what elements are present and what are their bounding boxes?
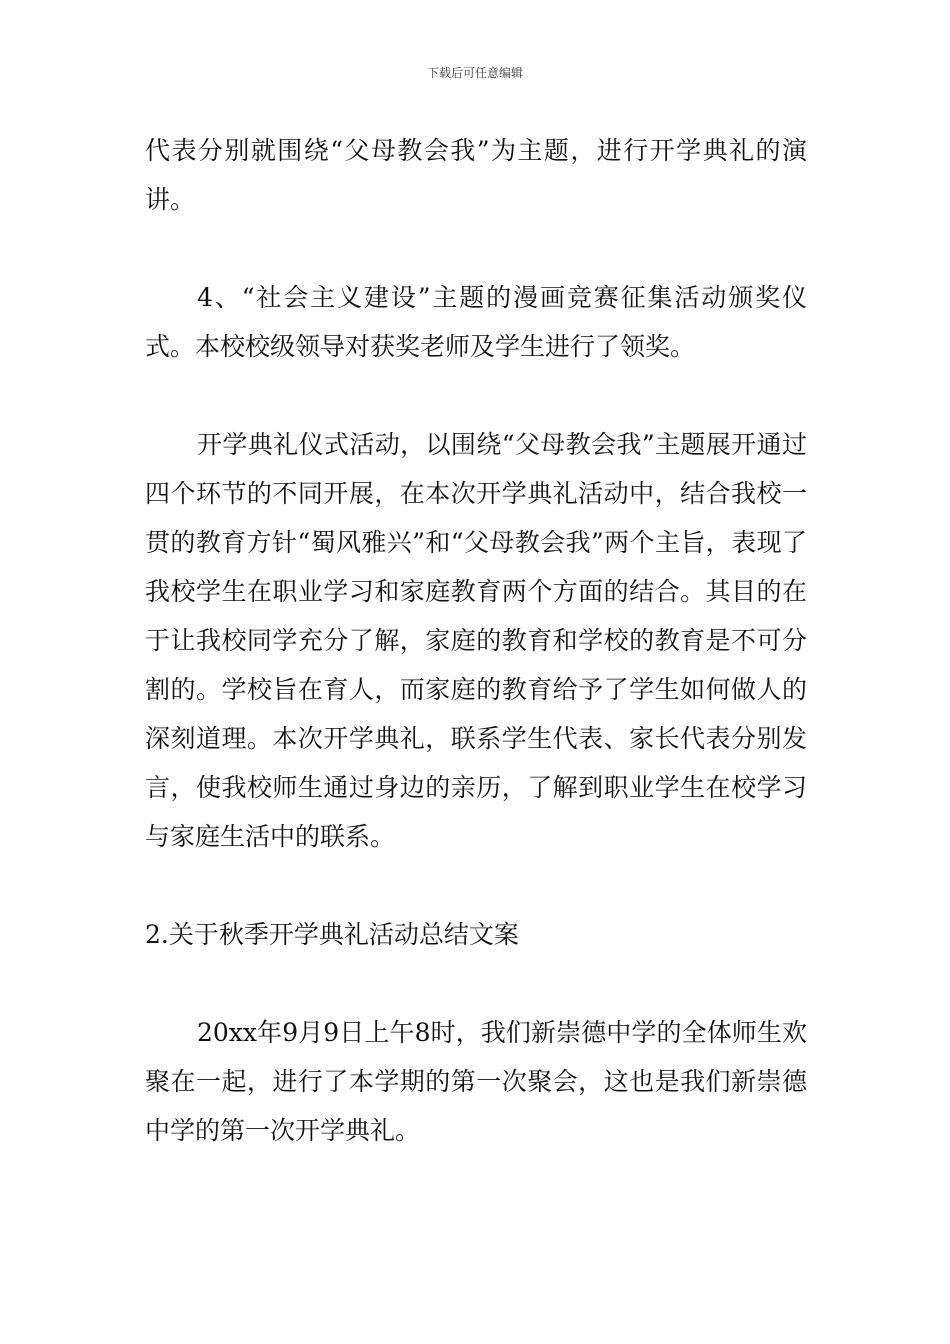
document-body — [145, 126, 807, 1155]
paragraph-item-4: 4、“社会主义建设”主题的漫画竞赛征集活动颁奖仪式。本校校级领导对获奖老师及学生进行了领奖。 — [145, 283, 807, 361]
section-heading: 2.关于秋季开学典礼活动总结文案 — [145, 920, 519, 949]
page-header-note: 下载后可任意编辑 — [426, 66, 523, 80]
paragraph-opening: 20xx年9月9日上午8时，我们新崇德中学的全体师生欢聚在一起，进行了本学期的第一次聚会，这也是我们新崇德中学的第一次开学典礼。 — [145, 1018, 807, 1145]
paragraph-continuation: 代表分别就围绕“父母教会我”为主题，进行开学典礼的演讲。 — [145, 136, 807, 214]
paragraph-summary: 开学典礼仪式活动，以围绕“父母教会我”主题展开通过四个环节的不同开展，在本次开学典礼活动中，结合我校一贯的教育方针“蜀风雅兴”和“父母教会我”两个主旨，表现了我校学生在职业学习和家庭教育两个方面的结合。其目的在于让我校同学充分了解，家庭的教育和学校的教育是不可分割的。学校旨在育人，而家庭的教育给予了学生如何做人的深刻道理。本次开学典礼，联系学生代表、家长代表分别发言，使我校师生通过身边的亲历，了解到职业学生在校学习与家庭生活中的联系。 — [145, 430, 807, 851]
